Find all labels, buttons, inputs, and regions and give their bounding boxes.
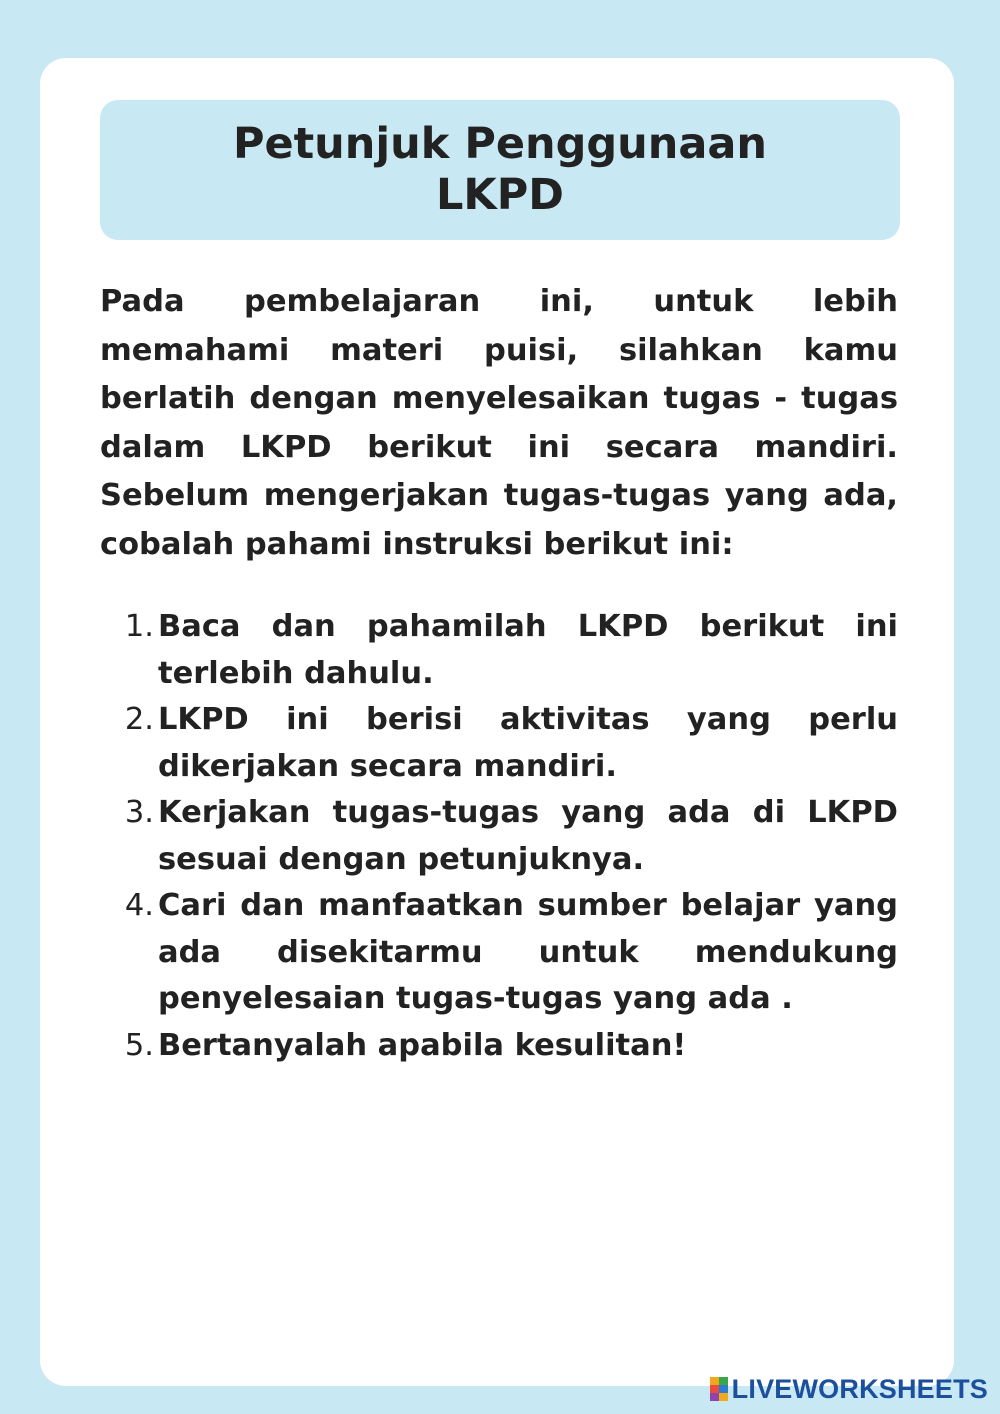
page-title-line-2: LKPD [436, 170, 564, 220]
instruction-text: Kerjakan tugas-tugas yang ada di LKPD sesuai dengan petunjuknya. [158, 795, 898, 877]
instruction-number: 5. [124, 1027, 154, 1063]
instruction-item [100, 604, 898, 697]
liveworksheets-watermark[interactable] [710, 1374, 988, 1404]
page-title-line-1: Petunjuk Penggunaan [232, 119, 768, 169]
instruction-text: LKPD ini berisi aktivitas yang perlu dikerjakan secara mandiri. [158, 702, 898, 784]
instruction-item [100, 790, 898, 883]
instruction-item [100, 883, 898, 1023]
instruction-item [100, 697, 898, 790]
liveworksheets-brand-text: LIVEWORKSHEETS [731, 1373, 988, 1404]
instruction-item [100, 1023, 898, 1070]
instruction-text: Cari dan manfaatkan sumber belajar yang ada disekitarmu untuk mendukung penyelesaian tugas-tugas yang ada . [158, 888, 898, 1016]
intro-paragraph: Pada pembelajaran ini, untuk lebih memahami materi puisi, silahkan kamu berlatih dengan menyelesaikan tugas - tugas dalam LKPD berikut ini secara mandiri. Sebelum mengerjakan tugas-tugas yang ada, cobalah pahami instruksi berikut ini: [100, 284, 898, 562]
instruction-number: 1. [124, 609, 154, 644]
title-box [100, 100, 900, 240]
instruction-text: Bertanyalah apabila kesulitan! [158, 1027, 687, 1063]
liveworksheets-logo-icon [710, 1377, 728, 1401]
instruction-text: Baca dan pahamilah LKPD berikut ini terlebih dahulu. [158, 609, 898, 691]
instruction-list [100, 604, 898, 1069]
instruction-number: 4. [124, 888, 154, 923]
instruction-number: 2. [124, 702, 154, 737]
instruction-number: 3. [124, 795, 154, 830]
